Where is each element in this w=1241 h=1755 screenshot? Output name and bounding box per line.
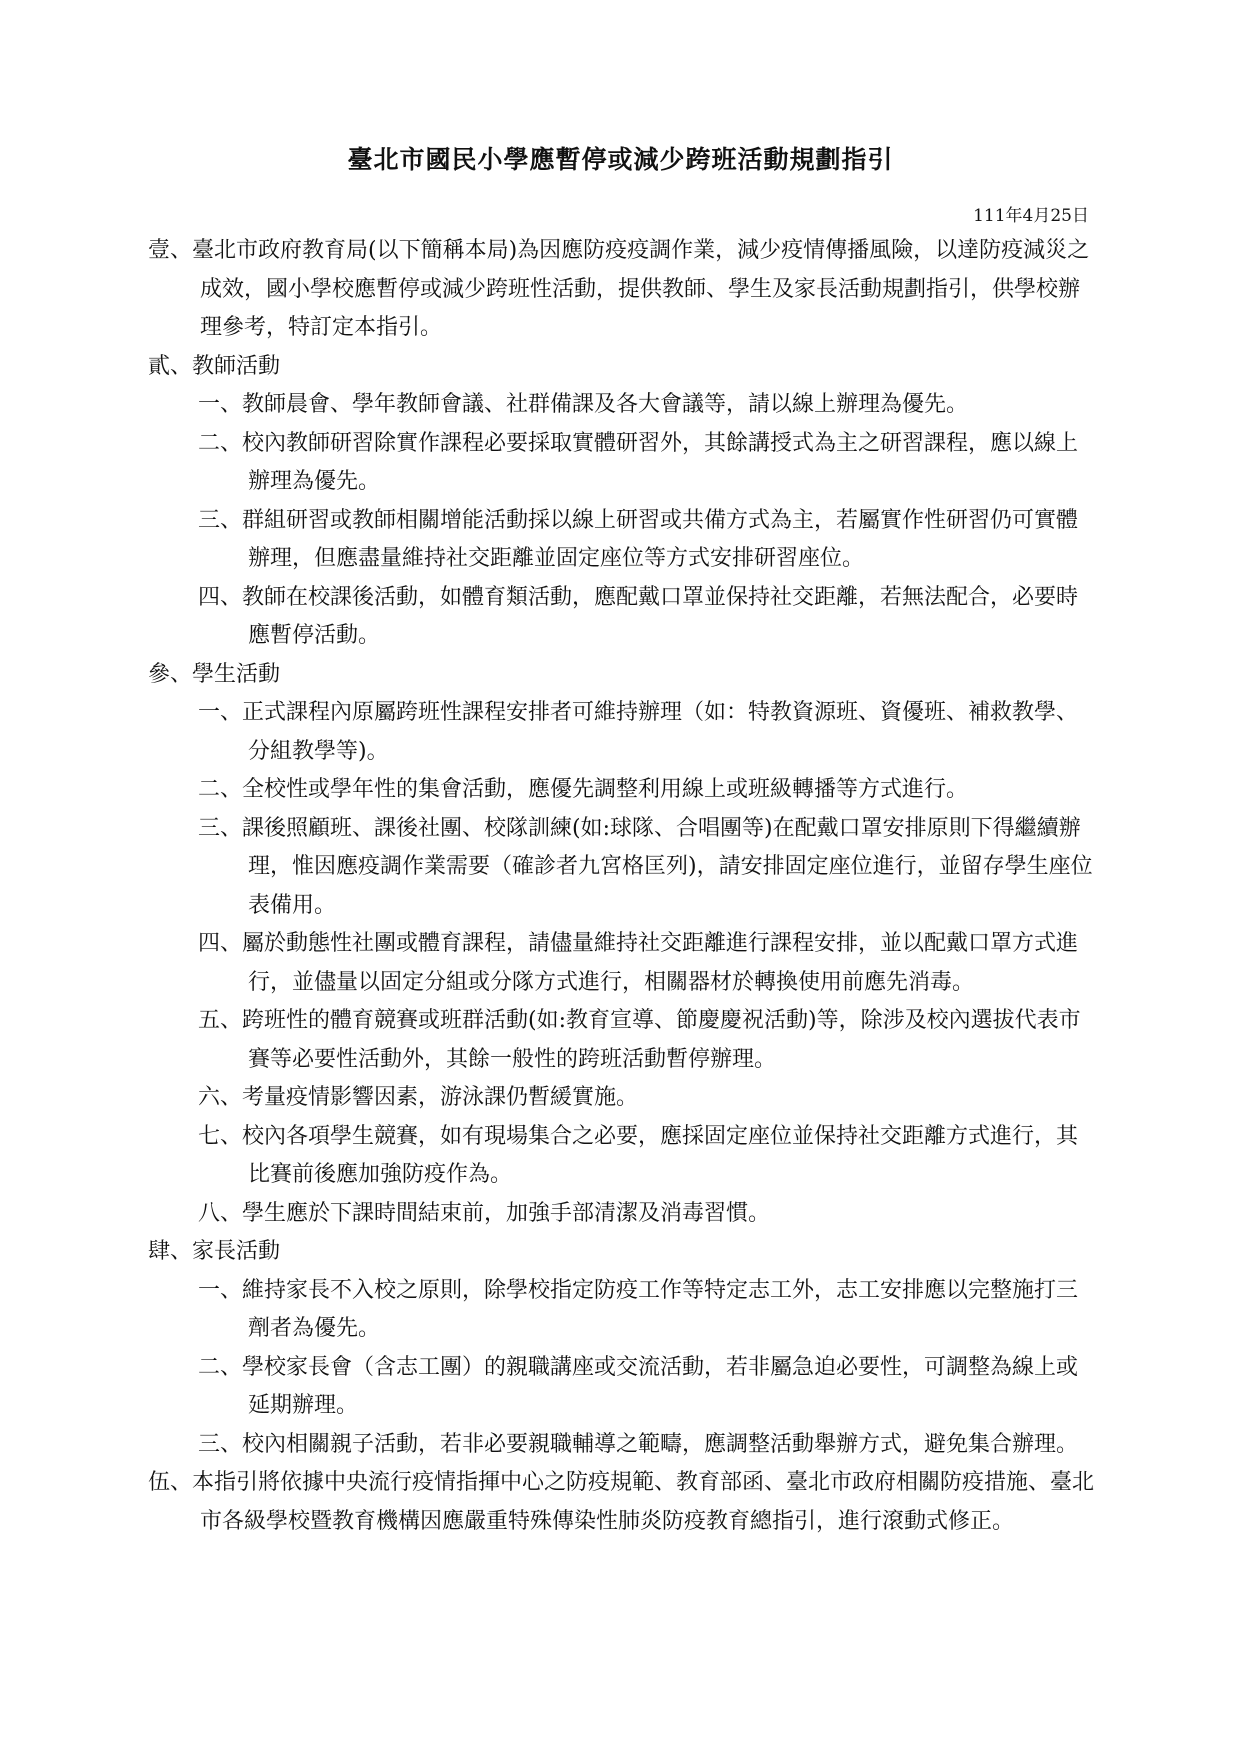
section-2-item-2: 二、校內教師研習除實作課程必要採取實體研習外，其餘講授式為主之研習課程，應以線上辦理為優先。 [198, 430, 1079, 494]
section-2-heading: 貳、教師活動 [148, 353, 281, 379]
section-3-item-5: 五、跨班性的體育競賽或班群活動(如:教育宣導、節慶慶祝活動)等，除涉及校內選拔代表市賽等必要性活動外，其餘一般性的跨班活動暫停辦理。 [198, 1008, 1081, 1072]
section-3-item-6: 六、考量疫情影響因素，游泳課仍暫緩實施。 [198, 1085, 639, 1110]
section-2-item-3: 三、群組研習或教師相關增能活動採以線上研習或共備方式為主，若屬實作性研習仍可實體辦理，但應盡量維持社交距離並固定座位等方式安排研習座位。 [198, 507, 1079, 571]
document-body [148, 232, 1098, 1541]
section-3-heading: 參、學生活動 [148, 661, 281, 687]
section-4-item-1: 一、維持家長不入校之原則，除學校指定防疫工作等特定志工外，志工安排應以完整施打三劑者為優先。 [198, 1277, 1079, 1341]
section-3-item-8: 八、學生應於下課時間結束前，加強手部清潔及消毒習慣。 [198, 1200, 771, 1226]
section-2-item-4: 四、教師在校課後活動，如體育類活動，應配戴口罩並保持社交距離，若無法配合，必要時應暫停活動。 [198, 584, 1079, 648]
section-2-item-1: 一、教師晨會、學年教師會議、社群備課及各大會議等，請以線上辦理為優先。 [198, 392, 969, 417]
section-5-paragraph: 伍、本指引將依據中央流行疫情指揮中心之防疫規範、教育部函、臺北市政府相關防疫措施、臺北市各級學校暨教育機構因應嚴重特殊傳染性肺炎防疫教育總指引，進行滾動式修正。 [148, 1470, 1095, 1534]
section-3-item-7: 七、校內各項學生競賽，如有現場集合之必要，應採固定座位並保持社交距離方式進行，其比賽前後應加強防疫作為。 [198, 1123, 1079, 1187]
section-3-item-4: 四、屬於動態性社團或體育課程，請儘量維持社交距離進行課程安排，並以配戴口罩方式進行，並儘量以固定分組或分隊方式進行，相關器材於轉換使用前應先消毒。 [198, 931, 1079, 995]
section-4-item-3: 三、校內相關親子活動，若非必要親職輔導之範疇，應調整活動舉辦方式，避免集合辦理。 [198, 1431, 1079, 1457]
section-4-item-2: 二、學校家長會（含志工團）的親職講座或交流活動，若非屬急迫必要性，可調整為線上或延期辦理。 [198, 1354, 1079, 1418]
section-3-item-3: 三、課後照顧班、課後社團、校隊訓練(如:球隊、合唱團等)在配戴口罩安排原則下得繼續辦理，惟因應疫調作業需要（確診者九宮格匡列)，請安排固定座位進行，並留存學生座位表備用。 [198, 815, 1093, 918]
section-3-item-2: 二、全校性或學年性的集會活動，應優先調整利用線上或班級轉播等方式進行。 [198, 777, 969, 802]
section-3-item-1: 一、正式課程內原屬跨班性課程安排者可維持辦理（如：特教資源班、資優班、補救教學、分組教學等)。 [198, 700, 1079, 764]
section-1-paragraph: 壹、臺北市政府教育局(以下簡稱本局)為因應防疫疫調作業，減少疫情傳播風險，以達防疫減災之成效，國小學校應暫停或減少跨班性活動，提供教師、學生及家長活動規劃指引，供學校辦理參考，特訂定本指引。 [148, 238, 1090, 340]
document-title: 臺北市國民小學應暫停或減少跨班活動規劃指引 [347, 145, 894, 174]
section-4-heading: 肆、家長活動 [148, 1239, 281, 1264]
document-date: 111年4月25日 [973, 206, 1089, 226]
